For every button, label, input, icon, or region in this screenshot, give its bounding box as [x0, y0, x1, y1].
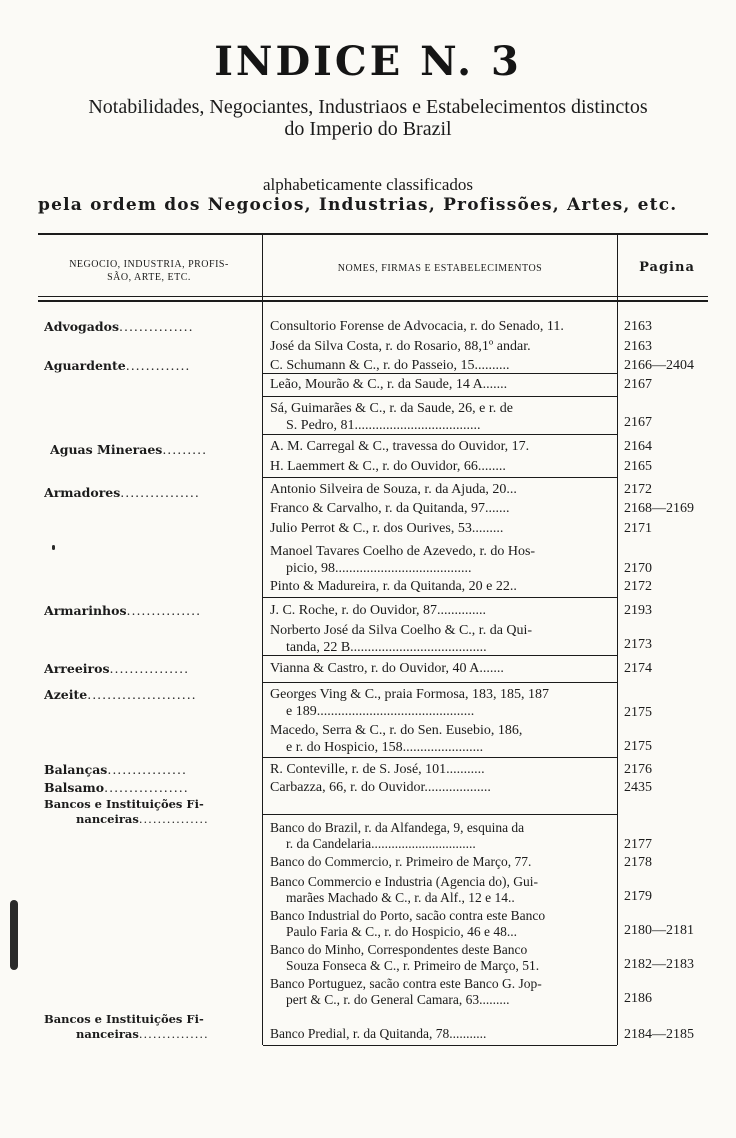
entry-page: 2175	[624, 705, 652, 720]
entry-page: 2167	[624, 377, 652, 392]
entry-row: Julio Perrot & C., r. dos Ourives, 53.........	[270, 521, 504, 536]
entry-row: Sá, Guimarães & C., r. da Saude, 26, e r. de S. Pedro, 81....................................	[270, 401, 514, 433]
table-top-rule	[38, 233, 708, 235]
category-balancas: Balanças................	[44, 762, 187, 777]
entry-row: J. C. Roche, r. do Ouvidor, 87..............	[270, 603, 487, 618]
entry-row: Consultorio Forense de Advocacia, r. do Senado, 11.	[270, 319, 564, 334]
entry-row: Franco & Carvalho, r. da Quitanda, 97.......	[270, 501, 510, 516]
row-separator	[263, 477, 617, 478]
entry-page: 2166—2404	[624, 358, 694, 373]
entry-row: Pinto & Madureira, r. da Quitanda, 20 e 22..	[270, 579, 517, 594]
entry-page: 2172	[624, 482, 652, 497]
entry-row: Banco do Minho, Correspondentes deste Banco Souza Fonseca & C., r. Primeiro de Março, 51.	[270, 942, 540, 973]
entry-row: Macedo, Serra & C., r. do Sen. Eusebio, 186, e r. do Hospicio, 158.......................	[270, 723, 523, 755]
category-aguardente: Aguardente.............	[44, 358, 191, 373]
entry-page: 2175	[624, 739, 652, 754]
table-header-rule-2	[38, 300, 708, 302]
row-separator	[263, 396, 617, 397]
entry-row: C. Schumann & C., r. do Passeio, 15..........	[270, 358, 510, 373]
entry-row: Banco Commercio e Industria (Agencia do), Gui- marães Machado & C., r. da Alf., 12 e 14..	[270, 874, 539, 905]
category-advogados: Advogados...............	[44, 319, 194, 334]
page-column-header: Pagina	[639, 260, 695, 275]
category-azeite: Azeite......................	[44, 687, 197, 702]
entry-row: Banco Portuguez, sacão contra este Banco G. Jop- pert & C., r. do General Camara, 63.........	[270, 976, 542, 1007]
entry-row: Banco Predial, r. da Quitanda, 78...........	[270, 1026, 487, 1041]
entry-page: 2171	[624, 521, 652, 536]
classification-note: alphabeticamente classificados	[262, 175, 474, 194]
row-separator	[263, 757, 617, 758]
subtitle-line-2: do Imperio do Brazil	[284, 118, 452, 140]
entry-page: 2164	[624, 439, 652, 454]
entry-page: 2172	[624, 579, 652, 594]
row-separator	[263, 682, 617, 683]
entry-page: 2435	[624, 780, 652, 795]
category-armarinhos: Armarinhos...............	[44, 603, 202, 618]
subtitle-line-1: Notabilidades, Negociantes, Industriaos e Estabelecimentos distinctos	[88, 96, 648, 118]
entry-row: Manoel Tavares Coelho de Azevedo, r. do Hos- picio, 98.......................................	[270, 544, 536, 576]
entry-row: A. M. Carregal & C., travessa do Ouvidor, 17.	[270, 439, 530, 454]
page-title: INDICE N. 3	[214, 38, 522, 85]
category-arreeiros: Arreeiros................	[44, 661, 190, 676]
category-bancos-1: Bancos e Instituições Fi- nanceiras...............	[44, 797, 209, 826]
order-heading: pela ordem dos Negocios, Industrias, Profissões, Artes, etc.	[38, 195, 678, 215]
entry-page: 2168—2169	[624, 501, 694, 516]
ink-smudge	[10, 900, 18, 970]
entry-page: 2170	[624, 561, 652, 576]
page-subtitle	[0, 96, 736, 140]
entry-row: Banco do Brazil, r. da Alfandega, 9, esquina da r. da Candelaria...............................	[270, 820, 525, 851]
category-aguas-mineraes: Aguas Mineraes.........	[50, 442, 208, 457]
entry-row: Banco Industrial do Porto, sacão contra este Banco Paulo Faria & C., r. do Hospicio, 46 e 48...	[270, 908, 546, 939]
entry-row: Vianna & Castro, r. do Ouvidor, 40 A.......	[270, 661, 504, 676]
names-column-header: NOMES, FIRMAS E ESTABELECIMENTOS	[337, 263, 543, 274]
category-balsamo: Balsamo.................	[44, 780, 189, 795]
entry-row: Leão, Mourão & C., r. da Saude, 14 A.......	[270, 377, 508, 392]
table-header-rule	[38, 296, 708, 297]
entry-page: 2167	[624, 415, 652, 430]
row-separator	[263, 597, 617, 598]
entry-page: 2163	[624, 339, 652, 354]
entry-page: 2186	[624, 991, 652, 1006]
entry-row: Georges Ving & C., praia Formosa, 183, 185, 187 e 189.............................................	[270, 687, 550, 719]
entry-page: 2176	[624, 762, 652, 777]
category-column-header: NEGOCIO, INDUSTRIA, PROFIS- SÃO, ARTE, ETC.	[69, 259, 229, 283]
entry-row: R. Conteville, r. de S. José, 101...........	[270, 762, 485, 777]
entry-page: 2165	[624, 459, 652, 474]
entry-page: 2163	[624, 319, 652, 334]
entry-row: Carbazza, 66, r. do Ouvidor...................	[270, 780, 491, 795]
entry-row: H. Laemmert & C., r. do Ouvidor, 66........	[270, 459, 506, 474]
entry-page: 2173	[624, 637, 652, 652]
row-separator	[263, 814, 617, 815]
category-armadores: Armadores................	[44, 485, 200, 500]
entry-page: 2182—2183	[624, 957, 694, 972]
row-separator	[263, 434, 617, 435]
ink-dot	[52, 545, 55, 550]
entry-page: 2193	[624, 603, 652, 618]
entry-row: Antonio Silveira de Souza, r. da Ajuda, 20...	[270, 482, 517, 497]
column-divider-left	[262, 235, 263, 1045]
entry-page: 2184—2185	[624, 1027, 694, 1042]
entry-page: 2174	[624, 661, 652, 676]
entry-row: Norberto José da Silva Coelho & C., r. da Qui- tanda, 22 B.......................................	[270, 623, 533, 655]
table-bottom-rule	[263, 1045, 617, 1046]
entry-row: Banco do Commercio, r. Primeiro de Março, 77.	[270, 854, 532, 869]
category-bancos-2: Bancos e Instituições Fi- nanceiras...............	[44, 1012, 209, 1041]
entry-page: 2180—2181	[624, 923, 694, 938]
entry-page: 2177	[624, 837, 652, 852]
entry-page: 2179	[624, 889, 652, 904]
entry-row: José da Silva Costa, r. do Rosario, 88,1º andar.	[270, 339, 531, 354]
entry-page: 2178	[624, 855, 652, 870]
